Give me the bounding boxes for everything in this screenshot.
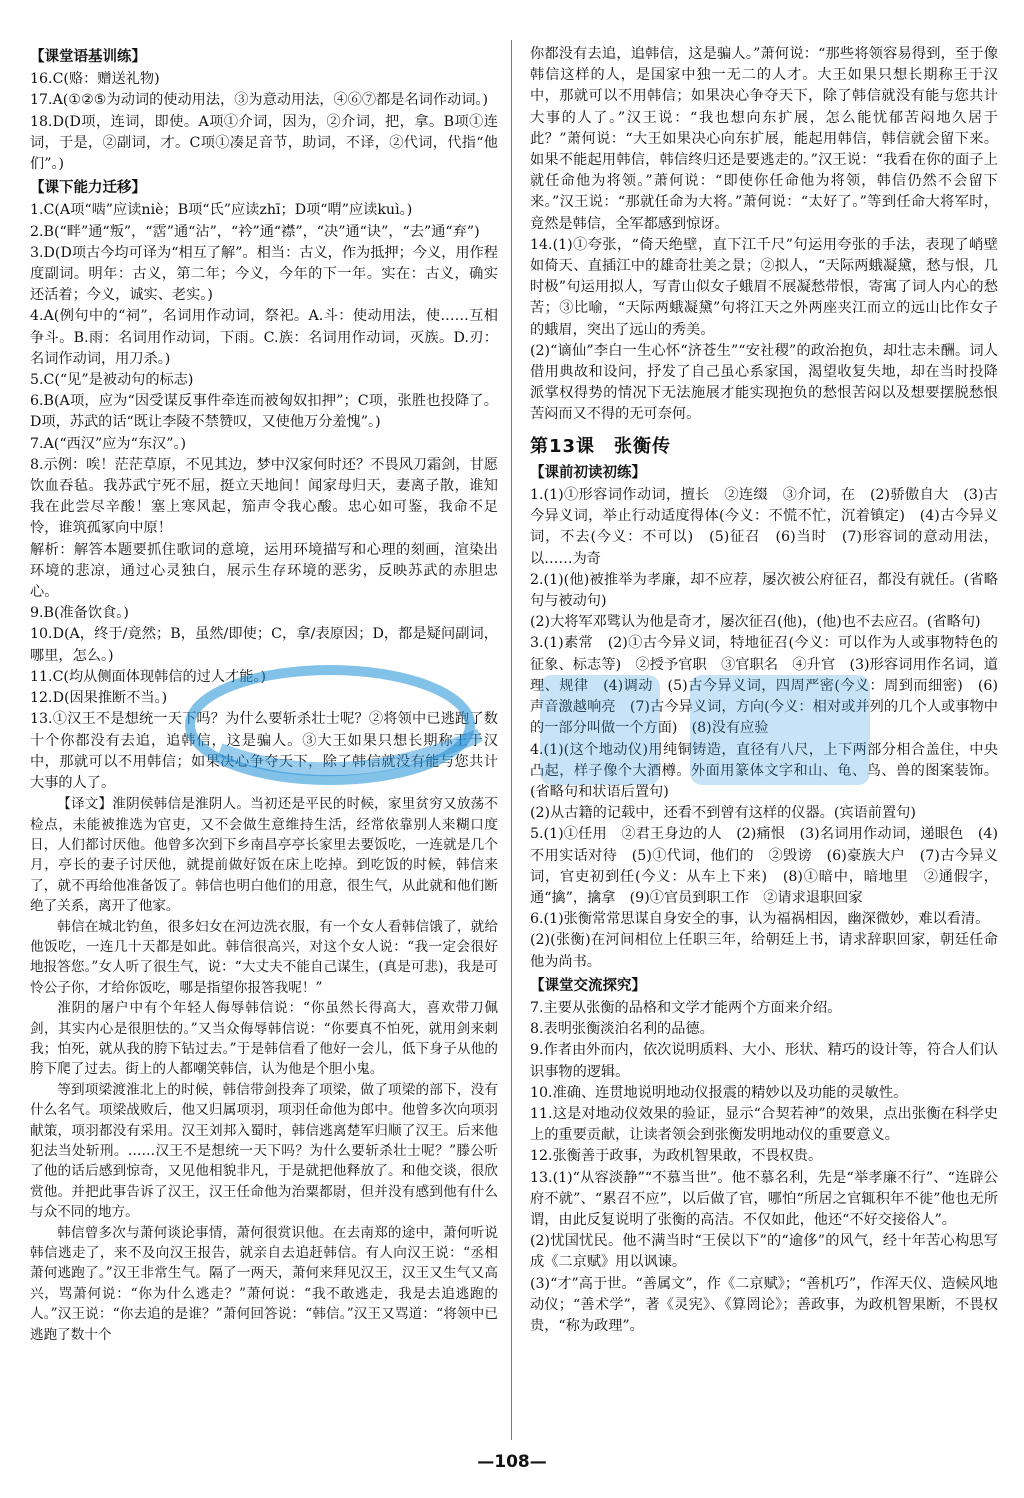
left-answer-item: 4.A(例句中的“祠”，名词用作动词，祭祀。A.斗：使动用法，使……互相争斗。B.雨：名词用作动词，下雨。C.族：名词用作动词，灭族。D.刃：名词作动词，用刀杀。) <box>30 308 498 367</box>
right-answer-item: 7.主要从张衡的品格和文学才能两个方面来介绍。 <box>530 999 842 1016</box>
right-column <box>530 44 998 1337</box>
left-translation-paragraph: 韩信在城北钓鱼，很多妇女在河边洗衣服，有一个女人看韩信饿了，就给他饭吃，一连几十天都是如此。韩信很高兴，对这个女人说：“我一定会很好地报答您。”女人听了很生气，说：“大丈夫不能自己谋生，(真是可悲)，我是可怜公子你，才给你饭吃，哪是指望你报答我呢！” <box>30 918 498 996</box>
left-translation-paragraph: 等到项梁渡淮北上的时候，韩信带剑投奔了项梁，做了项梁的部下，没有什么名气。项梁战败后，他又归属项羽，项羽任命他为郎中。他曾多次向项羽献策，项羽都没有采用。汉王刘邦入蜀时，韩信逃离楚军归顺了汉王。后来他犯法当处斩刑。……汉王不是想统一天下吗？为什么要斩杀壮士呢？”滕公听了他的话后感到惊奇，又见他相貌非凡，于是就把他释放了。和他交谈，很欣赏他。并把此事告诉了汉王，汉王任命他为治粟都尉，但并没有感到他有什么与众不同的地方。 <box>30 1081 498 1221</box>
left-translation-paragraph: 【译文】淮阴侯韩信是淮阴人。当初还是平民的时候，家里贫穷又放荡不检点，未能被推选为官吏，又不会做生意维持生活，经常依靠别人来糊口度日，人们都讨厌他。他曾多次到下乡南昌亭亭长家里去要饭吃，一连就是几个月，亭长的妻子讨厌他，就提前做好饭在床上吃掉。到吃饭的时候，韩信来了，就不再给他准备饭了。韩信也明白他们的用意，很生气，从此就和他们断绝了关系，离开了他家。 <box>30 796 498 915</box>
right-answer-item: 12.张衡善于政事，为政机智果敢，不畏权贵。 <box>530 1148 823 1165</box>
left-answer-item: 5.C(“见”是被动句的标志) <box>30 372 194 389</box>
right-answer-item: 9.作者由外而内，依次说明质料、大小、形状、精巧的设计等，符合人们认识事物的逻辑。 <box>530 1042 998 1080</box>
left-answer-item: 6.B(A项，应为“因受谋反事件牵连而被匈奴扣押”；C项，张胜也投降了。D项，苏武的话“既让李陵不禁赞叹，又使他万分羞愧”。) <box>30 393 498 431</box>
left-answer-item: 9.B(准备饮食。) <box>30 605 129 622</box>
left-answer-item: 16.C(赂：赠送礼物) <box>30 71 160 88</box>
left-answer-item: 7.A(“西汉”应为“东汉”。) <box>30 435 187 452</box>
left-answer-item: 2.B(“畔”通“叛”，“霑”通“沾”，“衿”通“襟”，“决”通“诀”，“去”通“弃”) <box>30 223 480 240</box>
left-translation-paragraph: 韩信曾多次与萧何谈论事情，萧何很赏识他。在去南郑的途中，萧何听说韩信逃走了，来不及向汉王报告，就亲自去追赶韩信。有人向汉王说：“丞相萧何逃跑了。”汉王非常生气。隔了一两天，萧何来拜见汉王，汉王又生气又高兴，骂萧何说：“你为什么逃走？”萧何说：“我不敢逃走，我是去追逃跑的人。”汉王说：“你去追的是谁？”萧何回答说：“韩信。”汉王又骂道：“将领中已逃跑了数十个 <box>30 1224 498 1343</box>
right-answer-item: 4.(1)(这个地动仪)用纯铜铸造，直径有八尺，上下两部分相合盖住，中央凸起，样子像个大酒樽。外面用篆体文字和山、龟、鸟、兽的图案装饰。(省略句和状语后置句) <box>530 741 998 800</box>
column-divider <box>511 40 512 1440</box>
left-answer-item: 10.D(A，终于/竟然；B，虽然/即使；C，拿/表原因；D，都是疑问副词，哪里，怎么。) <box>30 626 498 664</box>
page-number: —108— <box>477 1452 547 1472</box>
right-answer-item: 1.(1)①形容词作动词，擅长 ②连缀 ③介词，在 (2)骄傲自大 (3)古今异义词，举止行动适度得体(今义：不慌不忙，沉着镇定) (4)古今异义词，不去(今义：不可以) (5)征召 (6)当时 (7)形容词的意动用法，以……为奇 <box>530 487 998 567</box>
right-answer-item: 10.准确、连贯地说明地动仪报震的精妙以及功能的灵敏性。 <box>530 1084 908 1101</box>
right-answer-item: 3.(1)素常 (2)①古今异义词，特地征召(今义：可以作为人或事物特色的征象、标志等) ②授予官职 ③官职名 ④升官 (3)形容词用作名词，道理、规律 (4)调动 (5)古今异义词，四周严密(今义：周到而细密) (6)声音激越响亮 (7)古今异义词，方向(今义：相对或并列的几个人或事物中的一部分叫做一个方面) (8)没有应验 <box>530 635 998 737</box>
left-answer-item: 3.D(D项古今均可译为“相互了解”。相当：古义，作为抵押；今义，用作程度副词。明年：古义，第二年；今义，今年的下一年。实在：古义，确实还活着；今义，诚实、老实。) <box>30 244 498 304</box>
right-lesson-title: 第13课 张衡传 <box>530 435 672 457</box>
right-answer-item: 11.这是对地动仪效果的验证，显示“合契若神”的效果，点出张衡在科学史上的重要贡献，让读者领会到张衡发明地动仪的重要意义。 <box>530 1105 998 1144</box>
right-answer-item: (2)忧国忧民。他不满当时“王侯以下”的“逾侈”的风气，经十年苦心构思写成《二京赋》用以讽谏。 <box>530 1233 998 1271</box>
left-answer-item: 13.①汉王不是想统一天下吗？为什么要斩杀壮士呢？②将领中已逃跑了数十个你都没有去追，追韩信，这是骗人。③大王如果只想长期称王于汉中，那就可以不用韩信；如果决心争夺天下，除了韩信就没有能与您共计大事的人了。 <box>30 711 498 791</box>
left-answer-item: 1.C(A项“啮”应读niè；B项“氏”应读zhī；D项“喟”应读kuì。) <box>30 202 413 219</box>
right-answer-item: 5.(1)①任用 ②君王身边的人 (2)痛恨 (3)名词用作动词，递眼色 (4)不用实话对待 (5)①代词，他们的 ②毁谤 (6)豪族大户 (7)古今异义词，官吏初到任(今义：从车上下来) (8)①暗中，暗地里 ②通假字，通“擒”，擒拿 (9)①官员到职工作 ②请求退职回家 <box>530 826 998 906</box>
right-answer-item: (2)从古籍的记载中，还看不到曾有这样的仪器。(宾语前置句) <box>530 805 916 822</box>
right-section-heading: 【课堂交流探究】 <box>530 977 646 994</box>
left-translation-paragraph: 淮阴的屠户中有个年轻人侮辱韩信说：“你虽然长得高大，喜欢带刀佩剑，其实内心是很胆怯的。”又当众侮辱韩信说：“你要真不怕死，就用剑来刺我；怕死，就从我的胯下钻过去。”于是韩信看了他好一会儿，低下身子从他的胯下爬了过去。街上的人都嘲笑韩信，认为他是个胆小鬼。 <box>30 1000 498 1078</box>
left-answer-item: 11.C(均从侧面体现韩信的过人才能。) <box>30 668 267 685</box>
left-answer-item: 解析：解答本题要抓住歌词的意境，运用环境描写和心理的刻画，渲染出环境的悲凉，通过心灵独白，展示生存环境的恶劣，反映苏武的赤胆忠心。 <box>30 541 498 601</box>
right-answer-item: (2)大将军邓骘认为他是奇才，屡次征召(他)，(他)也不去应召。(省略句) <box>530 614 981 631</box>
right-answer-item: 13.(1)“从容淡静”“不慕当世”。他不慕名利，先是“举孝廉不行”、“连辟公府不就”、“累召不应”，以后做了官，哪怕“所居之官辄积年不徙”他也无所谓，由此反复说明了张衡的高洁。不仅如此，他还“不好交接俗人”。 <box>530 1169 998 1228</box>
left-answer-item: 12.D(因果推断不当。) <box>30 690 168 707</box>
left-section-heading: 【课下能力迁移】 <box>30 180 146 197</box>
right-answer-item: 你都没有去追，追韩信，这是骗人。”萧何说：“那些将领容易得到，至于像韩信这样的人，是国家中独一无二的人才。大王如果只想长期称王于汉中，那就可以不用韩信；如果决心争夺天下，除了韩信就没有能与您共计大事的人了。”汉王说：“我也想向东扩展，怎么能忧郁苦闷地久居于此？”萧何说：“大王如果决心向东扩展，能起用韩信，韩信就会留下来。如果不能起用韩信，韩信终归还是要逃走的。”汉王说：“我看在你的面子上就任命他为将领。”萧何说：“即使你任命他为将领，韩信仍然不会留下来。”汉王说：“那就任命为大将。”萧何说：“太好了。”等到任命大将军时，竟然是韩信，全军都感到惊讶。 <box>530 46 998 232</box>
right-section-heading: 【课前初读初练】 <box>530 464 646 481</box>
left-answer-item: 18.D(D项，连词，即使。A项①介词，因为，②介词，把，拿。B项①连词，于是，②副词，才。C项①凑足音节，助词，不译，②代词，代指“他们”。) <box>30 113 498 173</box>
left-answer-item: 8.示例：唉！茫茫草原，不见其边，梦中汉家何时还？不畏风刀霜剑，甘愿饮血吞毡。我苏武宁死不屈，挺立天地间！闻家母归天，妻离子散，谁知我在此尝尽辛酸！塞上寒风起，笳声令我心酸。忠心如可鉴，我命不足怜，谁筑孤冢向中原！ <box>30 456 498 537</box>
left-column <box>30 44 498 1345</box>
right-answer-item: 2.(1)(他)被推举为孝廉，却不应荐，屡次被公府征召，都没有就任。(省略句与被动句) <box>530 571 998 610</box>
right-answer-item: 6.(1)张衡常常思谋自身安全的事，认为福祸相因，幽深微妙，难以看清。 <box>530 911 990 928</box>
left-answer-item: 17.A(①②⑤为动词的使动用法，③为意动用法，④⑥⑦都是名词作动词。) <box>30 92 488 109</box>
right-answer-item: 8.表明张衡淡泊名利的品德。 <box>530 1021 714 1038</box>
right-answer-item: (2)“谪仙”李白一生心怀“济苍生”“安社稷”的政治抱负，却壮志未酬。词人借用典故和设问，抒发了自己虽心系家国，渴望收复失地，却在当时投降派掌权得势的情况下无法施展才能实现抱负的愁恨苦闷以及想要摆脱愁恨苦闷而又不得的无可奈何。 <box>530 342 998 423</box>
right-answer-item: (3)“才”高于世。“善属文”，作《二京赋》；“善机巧”，作浑天仪、造候风地动仪；“善术学”，著《灵宪》、《算罔论》；善政事，为政机智果断，不畏权贵，“称为政理”。 <box>530 1275 998 1334</box>
right-answer-item: (2)(张衡)在河间相位上任职三年，给朝廷上书，请求辞职回家，朝廷任命他为尚书。 <box>530 932 998 970</box>
right-answer-item: 14.(1)①夸张，“倚天绝壁，直下江千尺”句运用夸张的手法，表现了峭壁如倚天、直插江中的雄奇壮美之景；②拟人，“天际两蛾凝黛，愁与恨，几时极”句运用拟人，写青山似女子蛾眉不展凝愁带恨，寄寓了词人内心的愁苦；③比喻，“天际两蛾凝黛”句将江天之外两座夹江而立的远山比作女子的蛾眉，突出了远山的秀美。 <box>530 236 998 338</box>
left-section-heading: 【课堂语基训练】 <box>30 49 146 65</box>
